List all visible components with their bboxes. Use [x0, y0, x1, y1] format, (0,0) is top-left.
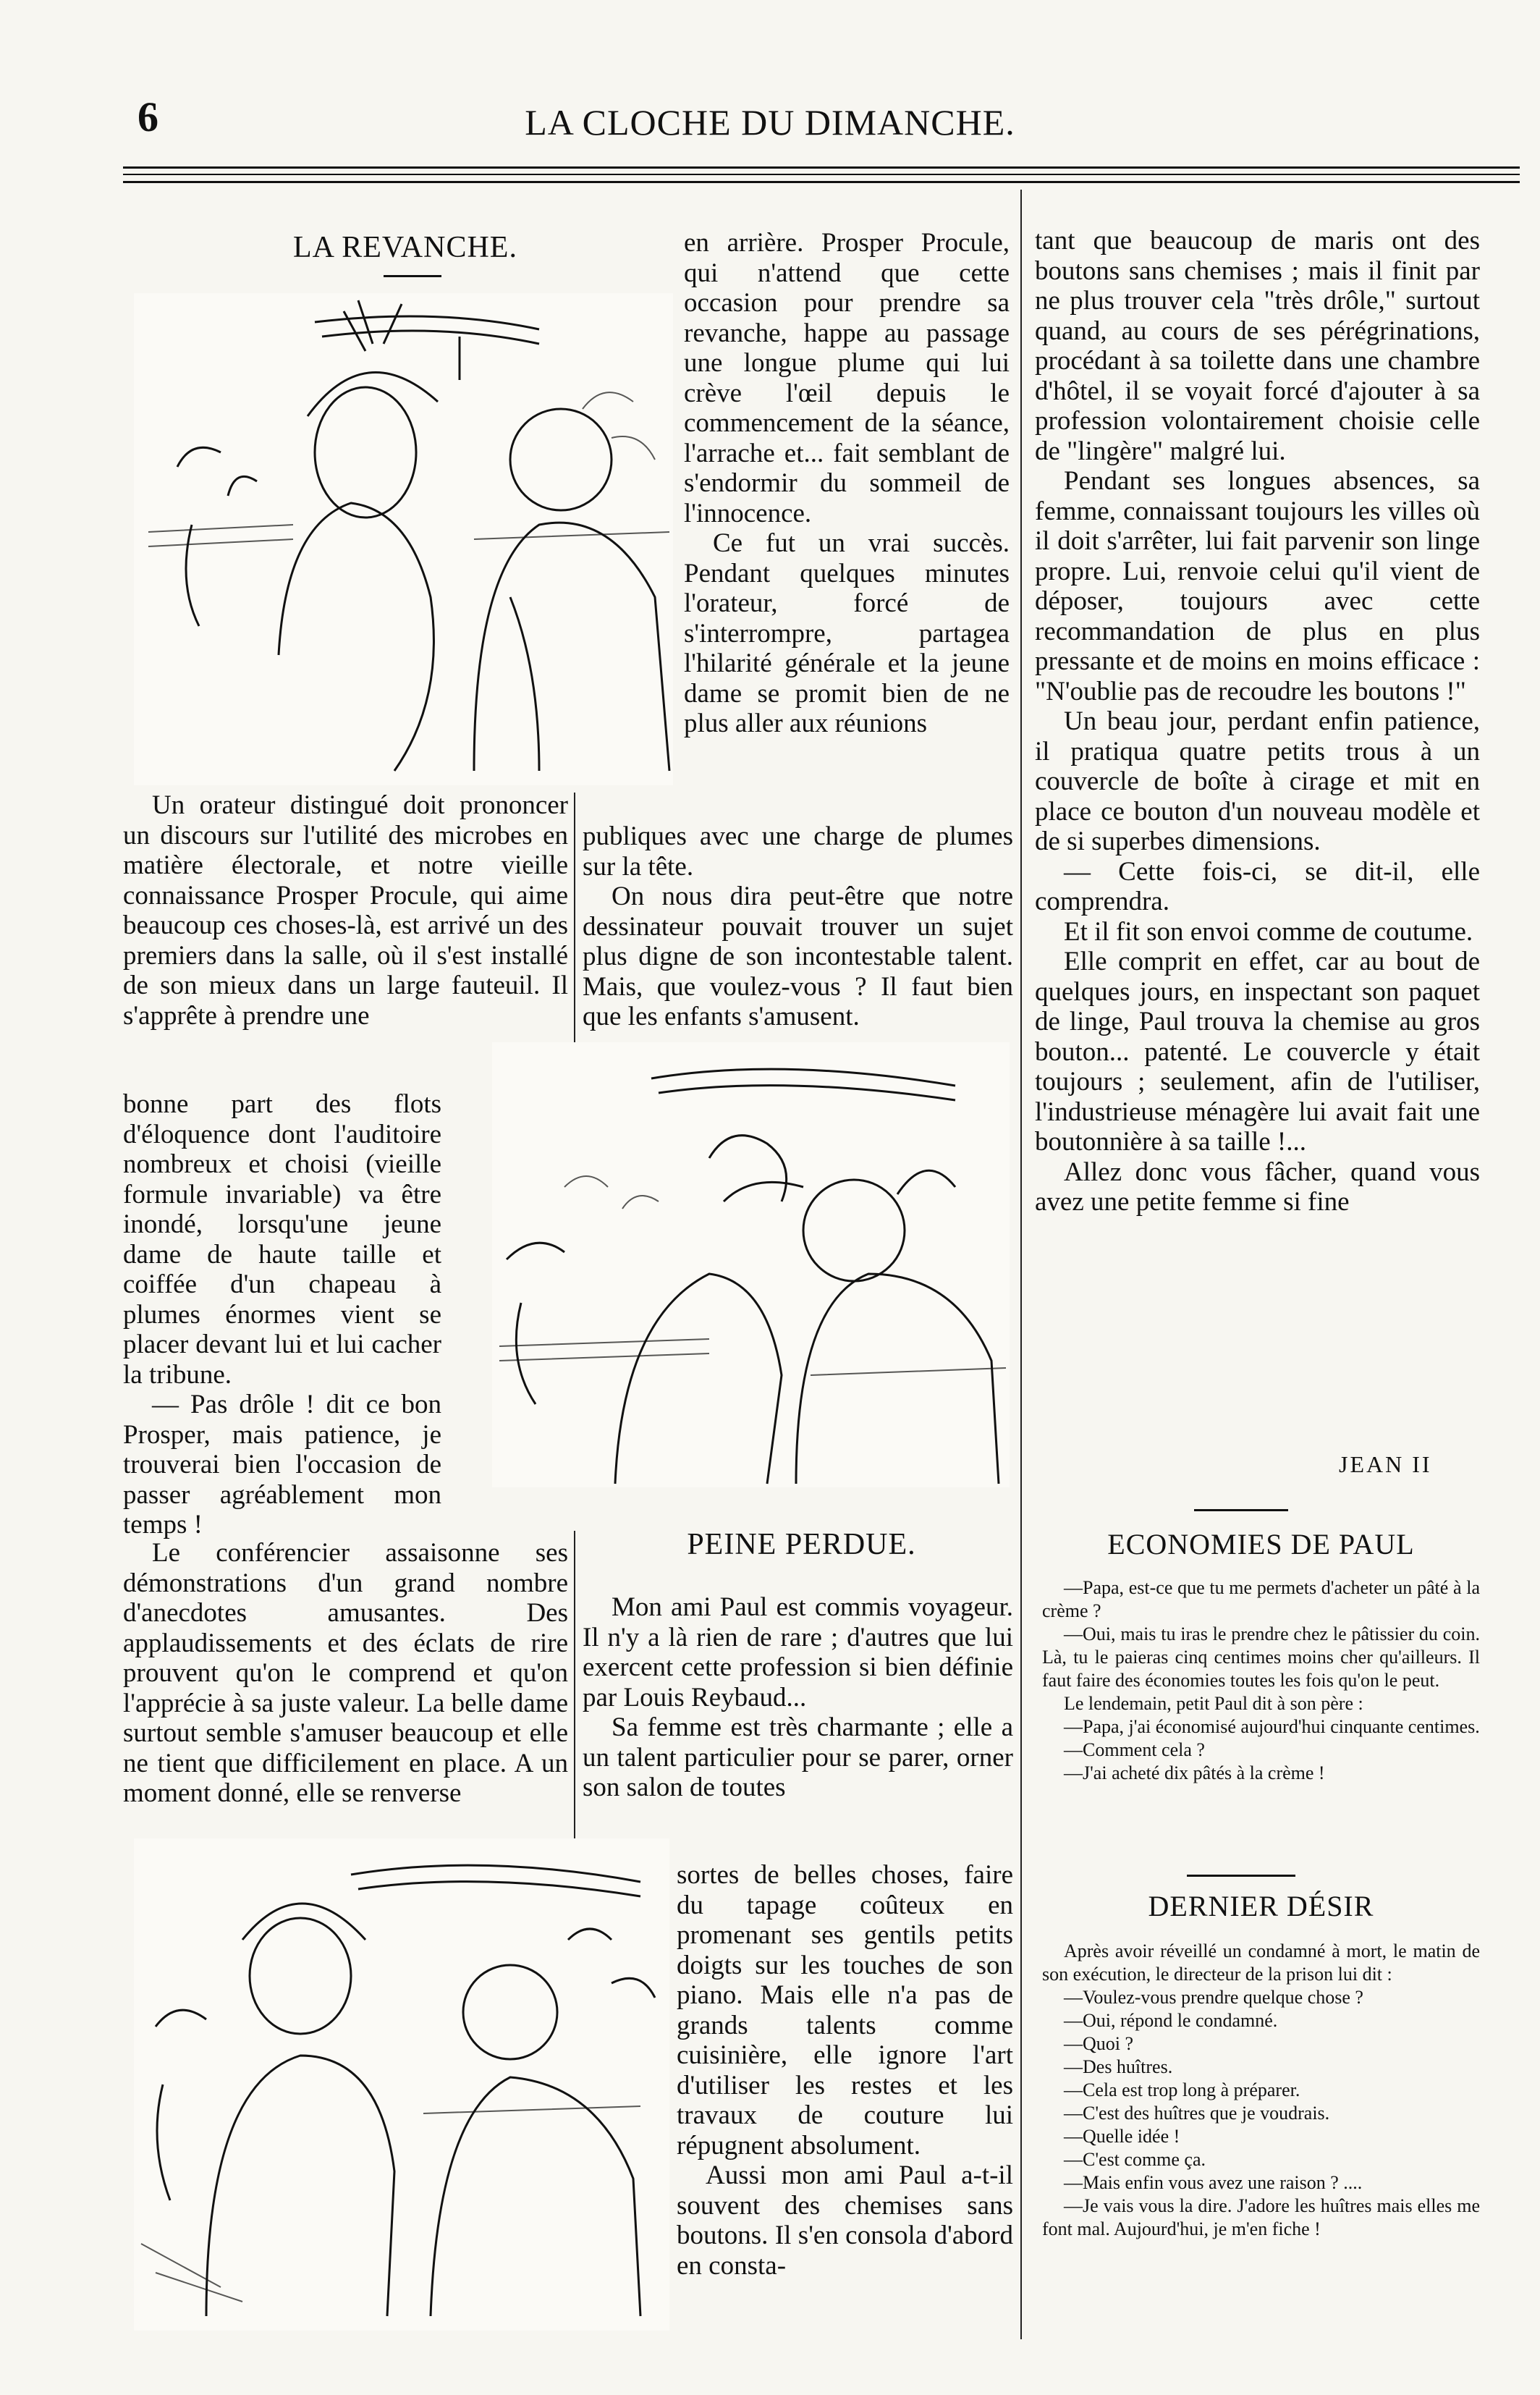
article-text-economies: —Papa, est-ce que tu me permets d'acheter un pâté à la crème ? —Oui, mais tu iras le prendre chez le pâtissier du coin. Là, tu le paieras cinq centimes moins cher qu'ailleurs. Il faut faire des économies toutes les fois qu'on le peut. Le lendemain, petit Paul dit à son père : —Papa, j'ai économisé aujourd'hui cinquante centimes. —Comment cela ? —J'ai acheté dix pâtés à la crème !	[1042, 1577, 1480, 1783]
author-signature: JEAN II	[1339, 1451, 1432, 1477]
article-title: ECONOMIES DE PAUL	[1107, 1528, 1415, 1560]
article-title: LA REVANCHE.	[293, 231, 517, 264]
article-title: PEINE PERDUE.	[687, 1528, 916, 1561]
article-text-col2-mid: publiques avec une charge de plumes sur la tête. On nous dira peut-être que notre dessinateur pouvait trouver un sujet plus digne de son incontestable talent. Mais, que voulez-vous ? Il faut bien que les enfants s'amusent.	[583, 821, 1013, 1031]
article-title: DERNIER DÉSIR	[1148, 1890, 1374, 1922]
illustration-audience-hat	[134, 293, 673, 785]
article-text-dernier: Après avoir réveillé un condamné à mort, le matin de son exécution, le directeur de la prison lui dit : —Voulez-vous prendre quelque chose ? —Oui, répond le condamné. —Quoi ? —Des huîtres. —Cela est trop long à préparer. —C'est des huîtres que je voudrais. —Quelle idée ! —C'est comme ça. —Mais enfin vous avez une raison ? .... —Je vais vous la dire. J'adore les huîtres mais elles me font mal. Aujourd'hui, je m'en fiche !	[1042, 1940, 1480, 2239]
illustration-plume-pulled	[492, 1042, 1010, 1487]
column-divider	[574, 1531, 575, 1849]
article-text-col3: tant que beaucoup de maris ont des boutons sans chemises ; mais il finit par ne plus trouver cela "très drôle," surtout quand, au cours de ses pérégrinations, procédant à sa toilette dans une chambre d'hôtel, il se voyait forcé d'ajouter à sa profession volontairement choisie celle de "lingère" malgré lui. Pendant ses longues absences, sa femme, connaissant toujours les villes où il doit s'arrêter, lui fait parvenir son linge propre. Lui, renvoie celui qu'il vient de déposer, toujours avec cette recommandation de plus en plus pressante et de moins en moins efficace : "N'oublie pas de recoudre les boutons !" Un beau jour, perdant enfin patience, il pratiqua quatre petits trous à un couvercle de boîte à cirage et mit en place ce bouton d'un nouveau modèle et de si superbes dimensions. — Cette fois-ci, se dit-il, elle comprendra. Et il fit son envoi comme de coutume. Elle comprit en effet, car au bout de quelques jours, en inspectant son paquet de linge, Paul trouva la chemise au gros bouton... patenté. Le couvercle y était toujours ; seulement, afin de l'utiliser, l'industrieuse ménagère lui avait fait une boutonnière à sa taille !... Allez donc vous fâcher, quand vous avez une petite femme si fine	[1035, 226, 1480, 1217]
article-text-peine-narrow: sortes de belles choses, faire du tapage coûteux en promenant ses gentils petits doigts sur les touches de son piano. Mais elle n'a pas de grands talents comme cuisinière, elle ignore l'art d'utiliser les restes et les travaux de couture lui répugnent absolument. Aussi mon ami Paul a-t-il souvent des chemises sans boutons. Il s'en consola d'abord en consta-	[677, 1860, 1013, 2281]
column-divider	[574, 793, 575, 1068]
page-number: 6	[138, 93, 158, 140]
illustration-woman-leaning-back	[134, 1838, 669, 2331]
article-text-col2-top: en arrière. Prosper Procule, qui n'attend que cette occasion pour prendre sa revanche, happe au passage une longue plume qui lui crève l'œil depuis le commencement de la séance, l'arrache et... fait semblant de s'endormir du sommeil de l'innocence. Ce fut un vrai succès. Pendant quelques minutes l'orateur, forcé de s'interrompre, partagea l'hilarité générale et la jeune dame se promit bien de ne plus aller aux réunions	[684, 228, 1010, 738]
header-rule	[123, 166, 1520, 169]
header-rule	[123, 181, 1520, 183]
engraving-drawing	[492, 1042, 1010, 1487]
engraving-drawing	[134, 293, 673, 785]
ornament-divider	[1194, 1509, 1288, 1511]
article-text-col1-narrow: bonne part des flots d'éloquence dont l'auditoire nombreux et choisi (vieille formule invariable) va être inondé, lorsqu'une jeune dame de haute taille et coiffée d'un chapeau à plumes énormes vient se placer devant lui et lui cacher la tribune. — Pas drôle ! dit ce bon Prosper, mais patience, je trouverai bien l'occasion de passer agréablement mon temps !	[123, 1089, 441, 1539]
engraving-drawing	[134, 1838, 669, 2331]
ornament-divider	[1187, 1875, 1295, 1877]
newspaper-title: LA CLOCHE DU DIMANCHE.	[525, 102, 1015, 143]
title-rule	[384, 275, 441, 277]
article-text-peine: Mon ami Paul est commis voyageur. Il n'y a là rien de rare ; d'autres que lui exercent cette profession si bien définie par Louis Reybaud... Sa femme est très charmante ; elle a un talent particulier pour se parer, orner son salon de toutes	[583, 1592, 1013, 1802]
article-text-col1-bottom: Le conférencier assaisonne ses démonstrations d'un grand nombre d'anecdotes amusantes. Des applaudissements et des éclats de rire prouvent qu'on le comprend et qu'on l'apprécie à sa juste valeur. La belle dame surtout semble s'amuser beaucoup et elle ne tient que difficilement en place. A un moment donné, elle se renverse	[123, 1538, 568, 1808]
header-rule	[123, 174, 1520, 175]
column-divider	[1020, 190, 1022, 2339]
article-text-col1: Un orateur distingué doit prononcer un discours sur l'utilité des microbes en matière électorale, et notre vieille connaissance Prosper Procule, qui aime beaucoup ces choses-là, est arrivé un des premiers dans la salle, où il s'est installé de son mieux dans un large fauteuil. Il s'apprête à prendre une	[123, 790, 568, 1031]
